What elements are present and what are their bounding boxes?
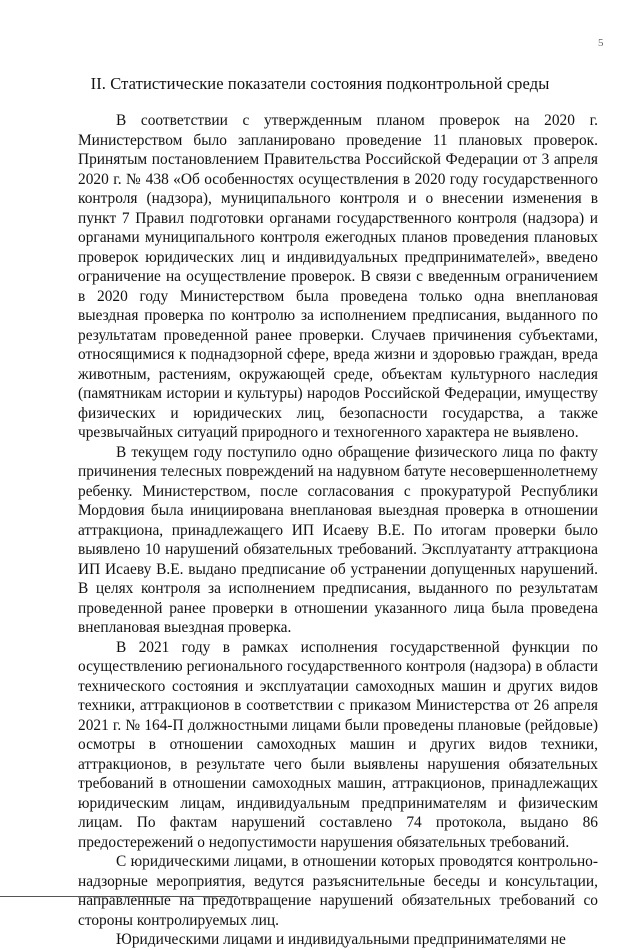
paragraph-continuation: Юридическими лицами и индивидуальными предпринимателями не [116,931,566,948]
paragraph-inspection-plan-2020: В соответствии с утвержденным планом проверок на 2020 г. Министерством было запланировано проведение 11 плановых проверок. Принятым постановлением Правительства Российской Федерации от 3 апреля 2020 г. № 438 «Об особенностях осуществления в 2020 году государственного контроля (надзора), муниципального контроля и о внесении изменения в пункт 7 Правил подготовки органами государственного контроля (надзора) и органами муниципального контроля ежегодных планов проведения плановых проверок юридических лиц и индивидуальных предпринимателей», введено ограничение на осуществление проверок. В связи с введенным ограничением в 2020 году Министерством была проведена только одна внеплановая выездная проверка по контролю за исполнением предписания, выданного по результатам проведенной ранее проверки. Случаев причинения субъектами, относящимися к поднадзорной сфере, вреда жизни и здоровью граждан, вреда животным, растениям, окружающей среде, объектам культурного наследия (памятникам истории и культуры) народов Российской Федерации, имуществу физических и юридических лиц, безопасности государства, а также чрезвычайных ситуаций природного и техногенного характера не выявлено. [78,112,598,441]
body-text [78,111,598,950]
footnote-divider [0,896,238,897]
paragraph-consultations: С юридическими лицами, в отношении которых проводятся контрольно-надзорные мероприятия, ведутся разъяснительные беседы и консультации, направленные на предотвращение нарушений обязательных требований со стороны контролируемых лиц. [78,853,598,929]
page-number: 5 [598,37,604,49]
paragraph-raids-2021: В 2021 году в рамках исполнения государственной функции по осуществлению регионального государственного контроля (надзора) в области технического состояния и эксплуатации самоходных машин и других видов техники, аттракционов в соответствии с приказом Министерства от 26 апреля 2021 г. № 164-П должностными лицами были проведены плановые (рейдовые) осмотры в отношении самоходных машин и других видов техники, аттракционов, в результате чего были выявлены нарушения обязательных требований в отношении самоходных машин, аттракционов, принадлежащих юридическим лицам, индивидуальным предпринимателям и физическим лицам. По фактам нарушений составлено 74 протокола, выдано 86 предостережений о недопустимости нарушения обязательных требований. [78,638,598,851]
paragraph-citizen-complaint: В текущем году поступило одно обращение физического лица по факту причинения телесных повреждений на надувном батуте несовершеннолетнему ребенку. Министерством, после согласования с прокуратурой Республики Мордовия была инициирована внеплановая выездная проверка в отношении аттракциона, принадлежащего ИП Исаеву В.Е. По итогам проверки было выявлено 10 нарушений обязательных требований. Эксплуатанту аттракциона ИП Исаеву В.Е. выдано предписание об устранении допущенных нарушений. В целях контроля за исполнением предписания, выданного по результатам проведенной ранее проверки в отношении указанного лица была проведена внеплановая выездная проверка. [78,443,598,636]
section-heading: II. Статистические показатели состояния подконтрольной среды [90,74,550,93]
